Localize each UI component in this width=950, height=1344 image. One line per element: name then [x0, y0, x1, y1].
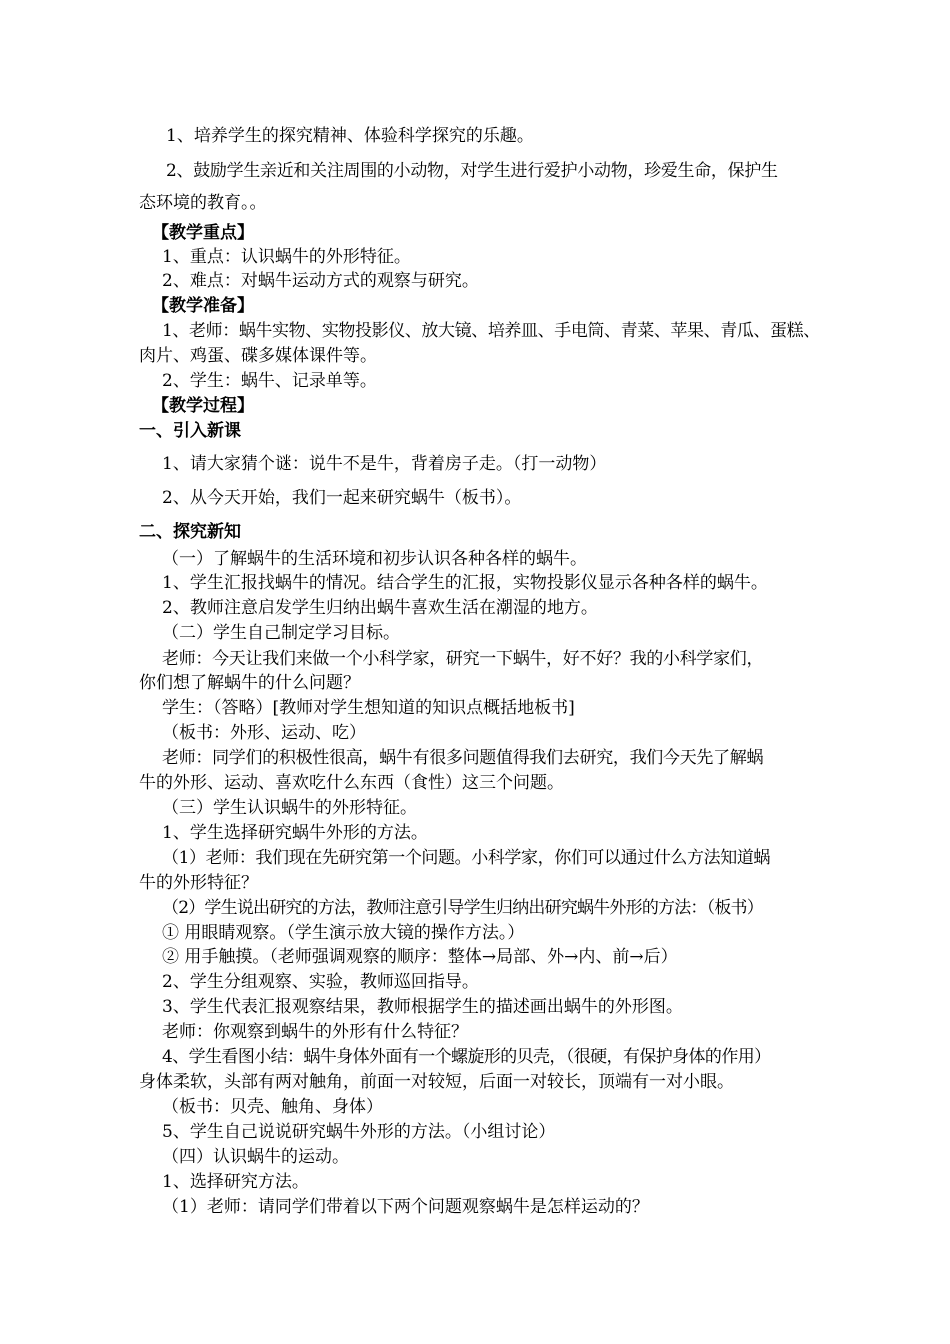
heading-preparation: 【教学准备】	[152, 296, 254, 316]
section-1-title: 一、引入新课	[139, 421, 241, 441]
teacher-remark-line-1: 老师：同学们的积极性很高，蜗牛有很多问题值得我们去研究，我们今天先了解蜗	[162, 748, 764, 768]
key-point: 1、重点：认识蜗牛的外形特征。	[162, 247, 411, 267]
board-note-1: （板书：外形、运动、吃）	[162, 723, 366, 743]
sub3-step-1-1-line-2: 牛的外形特征？	[139, 873, 258, 893]
objective-2-line-1: 2、鼓励学生亲近和关注周围的小动物，对学生进行爱护小动物，珍爱生命，保护生	[166, 161, 778, 181]
teacher-remark-line-2: 牛的外形、运动、喜欢吃什么东西（食性）这三个问题。	[139, 773, 564, 793]
objective-2-line-2: 态环境的教育。。	[139, 193, 267, 213]
sub3-step-2: 2、学生分组观察、实验，教师巡回指导。	[162, 972, 479, 992]
sub3-step-1-2: （2）学生说出研究的方法，教师注意引导学生归纳出研究蜗牛外形的方法：（板书）	[162, 898, 763, 918]
objective-1: 1、培养学生的探究精神、体验科学探究的乐趣。	[166, 126, 534, 146]
sub1-step-2: 2、教师注意启发学生归纳出蜗牛喜欢生活在潮湿的地方。	[162, 598, 598, 618]
student-answer: 学生：（答略）[教师对学生想知道的知识点概括地板书]	[162, 698, 575, 718]
sub4-step-1-1: （1）老师：请同学们带着以下两个问题观察蜗牛是怎样运动的？	[162, 1197, 649, 1217]
subsection-2-title: （二）学生自己制定学习目标。	[162, 623, 400, 643]
method-touch: ② 用手触摸。（老师强调观察的顺序：整体→局部、外→内、前→后）	[162, 947, 678, 967]
sub3-step-3: 3、学生代表汇报观察结果，教师根据学生的描述画出蜗牛的外形图。	[162, 997, 683, 1017]
sub3-step-5: 5、学生自己说说研究蜗牛外形的方法。（小组讨论）	[162, 1122, 556, 1142]
subsection-3-title: （三）学生认识蜗牛的外形特征。	[162, 798, 417, 818]
sub3-step-4-line-2: 身体柔软，头部有两对触角，前面一对较短，后面一对较长，顶端有一对小眼。	[139, 1072, 734, 1092]
sub1-step-1: 1、学生汇报找蜗牛的情况。结合学生的汇报，实物投影仪显示各种各样的蜗牛。	[162, 573, 768, 593]
teacher-question-shape: 老师：你观察到蜗牛的外形有什么特征？	[162, 1022, 468, 1042]
board-note-2: （板书：贝壳、触角、身体）	[162, 1097, 383, 1117]
sub4-step-1: 1、选择研究方法。	[162, 1172, 309, 1192]
sub3-step-4-line-1: 4、学生看图小结：蜗牛身体外面有一个螺旋形的贝壳，（很硬，有保护身体的作用）	[162, 1047, 771, 1067]
method-eyes: ① 用眼睛观察。（学生演示放大镜的操作方法。）	[162, 923, 525, 943]
intro-step-1: 1、请大家猜个谜：说牛不是牛，背着房子走。（打一动物）	[162, 454, 607, 474]
difficult-point: 2、难点：对蜗牛运动方式的观察与研究。	[162, 271, 479, 291]
prep-teacher-line-2: 肉片、鸡蛋、碟多媒体课件等。	[139, 346, 377, 366]
section-2-title: 二、探究新知	[139, 522, 241, 542]
heading-key-points: 【教学重点】	[152, 223, 254, 243]
subsection-4-title: （四）认识蜗牛的运动。	[162, 1147, 349, 1167]
heading-process: 【教学过程】	[152, 396, 254, 416]
prep-teacher-line-1: 1、老师：蜗牛实物、实物投影仪、放大镜、培养皿、手电筒、青菜、苹果、青瓜、蛋糕、	[162, 321, 820, 341]
subsection-1-title: （一）了解蜗牛的生活环境和初步认识各种各样的蜗牛。	[162, 549, 587, 569]
sub3-step-1: 1、学生选择研究蜗牛外形的方法。	[162, 823, 428, 843]
teacher-question-line-2: 你们想了解蜗牛的什么问题？	[139, 673, 360, 693]
sub3-step-1-1-line-1: （1）老师：我们现在先研究第一个问题。小科学家，你们可以通过什么方法知道蜗	[162, 848, 771, 868]
prep-student: 2、学生：蜗牛、记录单等。	[162, 371, 377, 391]
teacher-question-line-1: 老师：今天让我们来做一个小科学家，研究一下蜗牛，好不好？我的小科学家们，	[162, 649, 764, 669]
intro-step-2: 2、从今天开始，我们一起来研究蜗牛（板书）。	[162, 488, 522, 508]
